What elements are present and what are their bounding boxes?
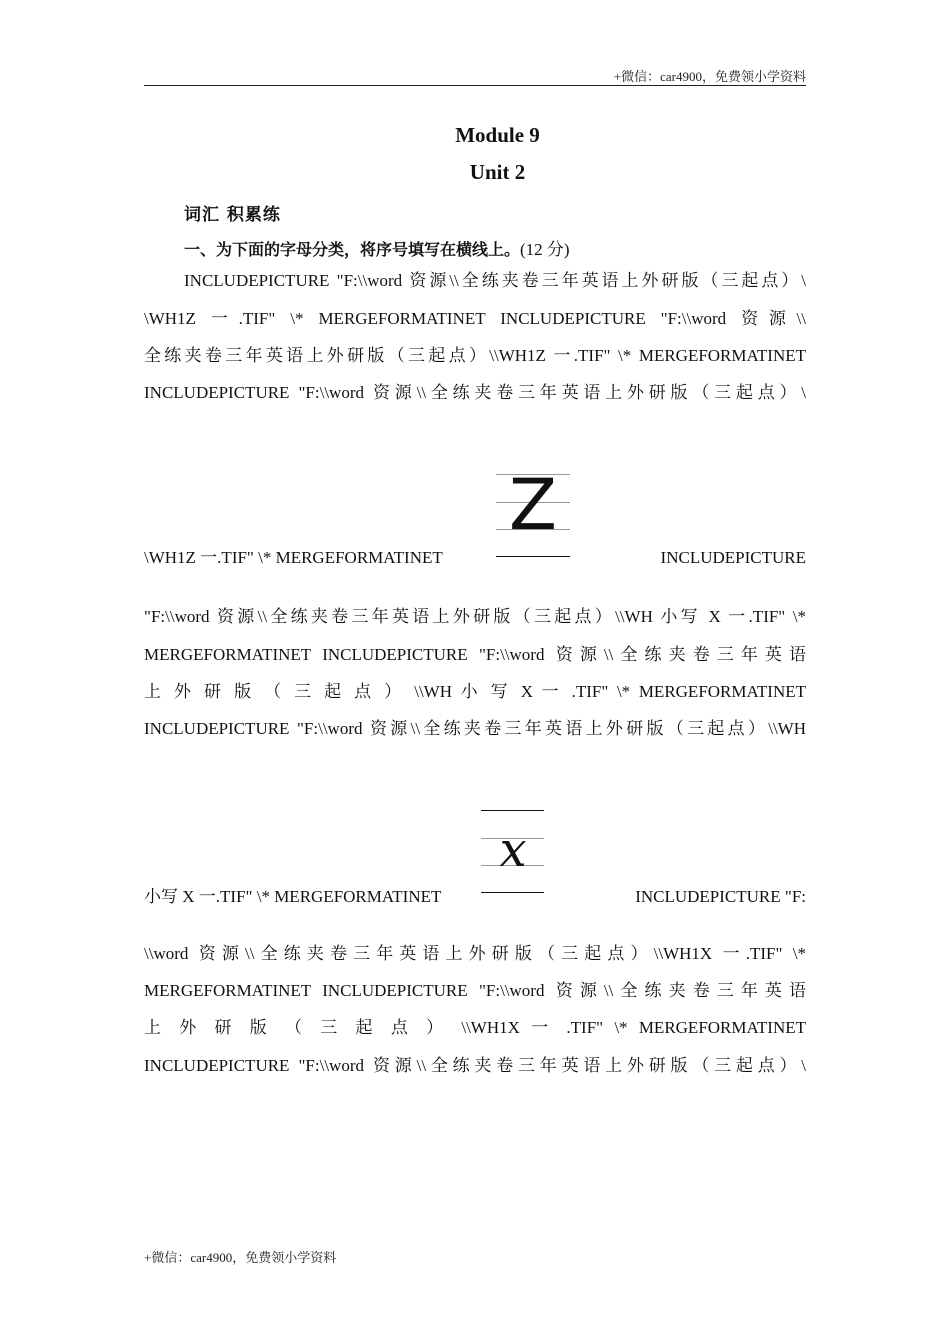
question-prefix: 一、为下面的字母分类，将序号填写在横线上。: [184, 240, 521, 259]
text-line: INCLUDEPICTURE "F:\\word 资源\\全练夹卷三年英语上外研版（三起点）\: [184, 271, 806, 290]
text-line: \\word 资源\\全练夹卷三年英语上外研版（三起点）\\WH1X 一.TIF" \*: [144, 944, 806, 963]
module-title: Module 9: [455, 123, 540, 147]
text-line: MERGEFORMATINET INCLUDEPICTURE "F:\\word 资源\\全练夹卷三年英语: [144, 645, 806, 664]
header-rule: [144, 85, 806, 86]
section-heading: 词汇 积累练: [184, 205, 281, 225]
letter-z-glyph: Z: [509, 474, 557, 546]
text-line: \WH1Z 一.TIF" \* MERGEFORMATINET INCLUDEPICTURE "F:\\word 资源\\: [144, 309, 806, 328]
text-line: 上 外 研 版 （ 三 起 点 ） \\WH 小 写 X 一 .TIF" \* MERGEFORMATINET: [144, 682, 806, 701]
text-line: INCLUDEPICTURE "F:\\word 资源\\全练夹卷三年英语上外研版（三起点）\\WH: [144, 719, 806, 738]
unit-title: Unit 2: [469, 160, 526, 184]
letter-x-image: [481, 810, 544, 896]
text-line: 上 外 研 版 （ 三 起 点 ） \\WH1X 一 .TIF" \* MERGEFORMATINET: [144, 1018, 806, 1037]
text-line: INCLUDEPICTURE: [660, 548, 806, 567]
footer-note: +微信：car4900，免费领小学资料: [144, 1250, 337, 1265]
text-line: 全练夹卷三年英语上外研版（三起点）\\WH1Z 一.TIF" \* MERGEFORMATINET: [144, 346, 806, 365]
question-instruction: [184, 235, 570, 260]
text-line: INCLUDEPICTURE "F:\\word 资源\\全练夹卷三年英语上外研版（三起点）\: [144, 383, 806, 402]
text-line: "F:\\word 资源\\全练夹卷三年英语上外研版（三起点）\\WH 小写 X 一.TIF" \*: [144, 607, 806, 626]
text-line: INCLUDEPICTURE "F:\\word 资源\\全练夹卷三年英语上外研版（三起点）\: [144, 1056, 806, 1075]
text-line: MERGEFORMATINET INCLUDEPICTURE "F:\\word 资源\\全练夹卷三年英语: [144, 981, 806, 1000]
letter-x-glyph: x: [499, 822, 527, 878]
text-line: 小写 X 一.TIF" \* MERGEFORMATINET: [144, 887, 442, 906]
question-points: (12 分): [520, 240, 570, 259]
text-line: INCLUDEPICTURE "F:: [635, 887, 806, 906]
header-note: +微信：car4900，免费领小学资料: [613, 69, 806, 84]
text-line: \WH1Z 一.TIF" \* MERGEFORMATINET: [144, 548, 443, 567]
